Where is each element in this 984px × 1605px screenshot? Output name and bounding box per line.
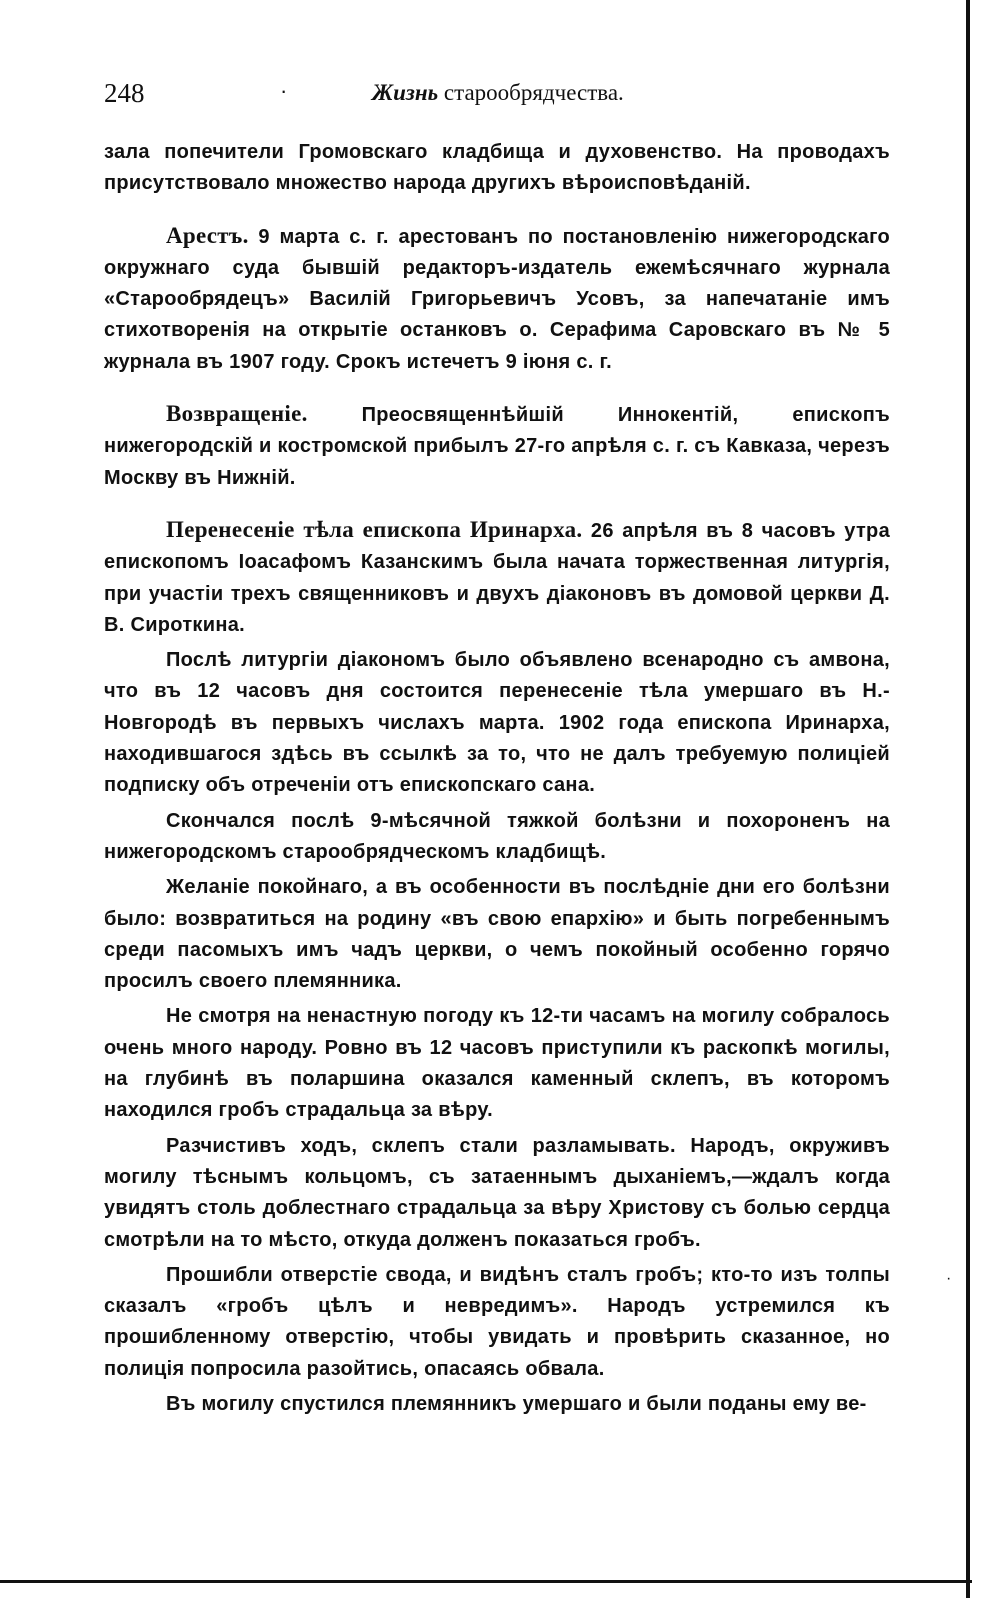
paragraph-text: Въ могилу спустился племянникъ умершаго и были поданы ему ве-	[166, 1392, 867, 1415]
paragraph-text: Послѣ литургіи діакономъ было объявлено всенародно съ амвона, что въ 12 часовъ дня состоится перенесеніе тѣла умершаго въ Н.-Новгородѣ въ первыхъ числахъ марта. 1902 года епископа Иринарха, находившагося здѣсь въ ссылкѣ за то, что не далъ требуемую полиціей подписку объ отреченіи отъ епископскаго сана.	[104, 649, 890, 797]
article-body	[104, 137, 890, 1420]
paragraph-10	[104, 1260, 890, 1385]
paragraph-text: Скончался послѣ 9-мѣсячной тяжкой болѣзни и похороненъ на нижегородскомъ старообрядческомъ кладбищѣ.	[104, 809, 890, 863]
paragraph-arrest	[104, 220, 890, 378]
paragraph-text: Прошибли отверстіе свода, и видѣнъ сталъ гробъ; кто-то изъ толпы сказалъ «гробъ цѣлъ и невредимъ». Народъ устремился къ прошибленному отверстію, чтобы увидать и провѣрить сказанное, но полиція попросила разойтись, опасаясь обвала.	[104, 1263, 890, 1380]
paragraph-text: Разчистивъ ходъ, склепъ стали разламывать. Народъ, окруживъ могилу тѣснымъ кольцомъ, съ затаеннымъ дыханіемъ,—ждалъ когда увидятъ столь доблестнаго страдальца за вѣру Христову съ болью сердца смотрѣли на то мѣсто, откуда долженъ показаться гробъ.	[104, 1134, 890, 1251]
paragraph-text: 9 марта с. г. арестованъ по постановленію нижегородскаго окружнаго суда бывшій редакторъ-издатель ежемѣсячнаго журнала «Старообрядецъ» Василій Григорьевичъ Усовъ, за напечатаніе имъ стихотворенія на открытіе останковъ о. Серафима Саровскаго въ № 5 журнала въ 1907 году. Срокъ истечетъ 9 іюня с. г.	[104, 225, 890, 373]
paragraph-transfer	[104, 514, 890, 641]
paragraph-11	[104, 1389, 890, 1420]
paragraph-6	[104, 806, 890, 869]
header-dot: ·	[280, 78, 288, 103]
paragraph-text: зала попечители Громовскаго кладбища и духовенство. На проводахъ присутствовало множество народа другихъ вѣроисповѣданій.	[104, 141, 890, 195]
paragraph-text: 26 апрѣля въ 8 часовъ утра епископомъ Іоасафомъ Казанскимъ была начата торжественная литургія, при участіи трехъ священниковъ и двухъ діаконовъ въ домовой церкви Д. В. Сироткина.	[104, 519, 890, 636]
paragraph-5	[104, 645, 890, 801]
page-edge-rule-bottom	[0, 1580, 972, 1583]
section-heading: Арестъ.	[166, 222, 249, 248]
stray-mark: ·	[946, 1270, 952, 1287]
paragraph-text: Желаніе покойнаго, а въ особенности въ послѣдніе дни его болѣзни было: возвратиться на родину «въ свою епархію» и быть погребеннымъ среди пасомыхъ имъ чадъ церкви, о чемъ покойный особенно горячо просилъ своего племянника.	[104, 876, 890, 993]
page-edge-rule-right	[966, 0, 970, 1598]
paragraph-7	[104, 872, 890, 997]
paragraph-8	[104, 1001, 890, 1126]
paragraph-1	[104, 137, 890, 200]
running-title	[372, 80, 624, 106]
paragraph-text: Не смотря на ненастную погоду къ 12-ти часамъ на могилу собралось очень много народу. Ровно въ 12 часовъ приступили къ раскопкѣ могилы, на глубинѣ въ поларшина оказался каменный склепъ, въ которомъ находился гробъ страдальца за вѣру.	[104, 1005, 890, 1122]
section-heading: Возвращеніе.	[166, 401, 308, 427]
running-title-rest: старообрядчества.	[438, 80, 624, 105]
paragraph-return	[104, 398, 890, 494]
running-title-bold: Жизнь	[372, 80, 439, 105]
section-heading: Перенесеніе тѣла епископа Иринарха.	[166, 516, 583, 542]
paragraph-9	[104, 1131, 890, 1256]
page-number: 248	[104, 78, 145, 108]
paragraph-text: Преосвященнѣйшій Иннокентій, епископъ нижегородскій и костромской прибылъ 27-го апрѣля с. г. съ Кавказа, черезъ Москву въ Нижній.	[104, 404, 890, 489]
